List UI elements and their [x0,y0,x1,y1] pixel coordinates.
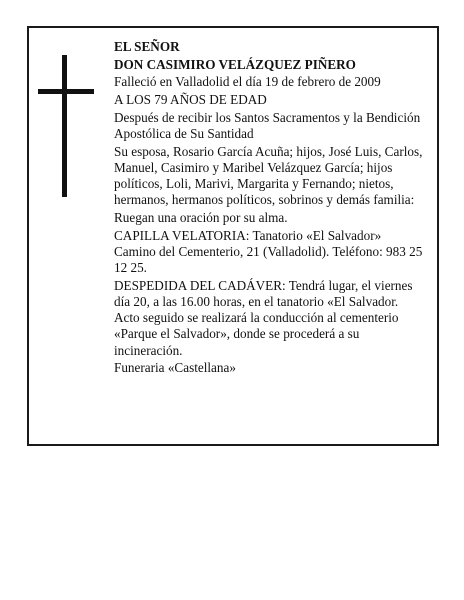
age-line: A LOS 79 AÑOS DE EDAD [114,92,267,108]
prayer-line: Ruegan una oración por su alma. [114,210,288,226]
cross-vertical-bar [62,55,67,197]
chapel-paragraph: CAPILLA VELATORIA: Tanatorio «El Salvador» Camino del Cementerio, 21 (Valladolid). Teléfono: 983 25 12 25. [114,227,423,276]
cross-icon [38,55,94,197]
funeral-home-line: Funeraria «Castellana» [114,360,236,376]
title-line-1: EL SEÑOR [114,39,180,54]
sacraments-paragraph: Después de recibir los Santos Sacramentos y la Bendición Apostólica de Su Santidad [114,109,421,142]
title-line-2: DON CASIMIRO VELÁZQUEZ PIÑERO [114,56,356,72]
family-paragraph: Su esposa, Rosario García Acuña; hijos, José Luis, Carlos, Manuel, Casimiro y Maribel Velázquez García; hijos políticos, Loli, Marivi, Margarita y Fernando; nietos, hermanos, hermanos políticos, sobrinos y demás familia: [114,143,423,208]
death-date-line: Falleció en Valladolid el día 19 de febrero de 2009 [114,74,381,90]
farewell-paragraph: DESPEDIDA DEL CADÁVER: Tendrá lugar, el viernes día 20, a las 16.00 horas, en el tanatorio «El Salvador. Acto seguido se realizará la conducción al cementerio «Parque el Salvador», donde se procederá a su incineración. [114,277,413,358]
obituary-text [114,39,426,378]
cross-horizontal-bar [38,89,94,94]
